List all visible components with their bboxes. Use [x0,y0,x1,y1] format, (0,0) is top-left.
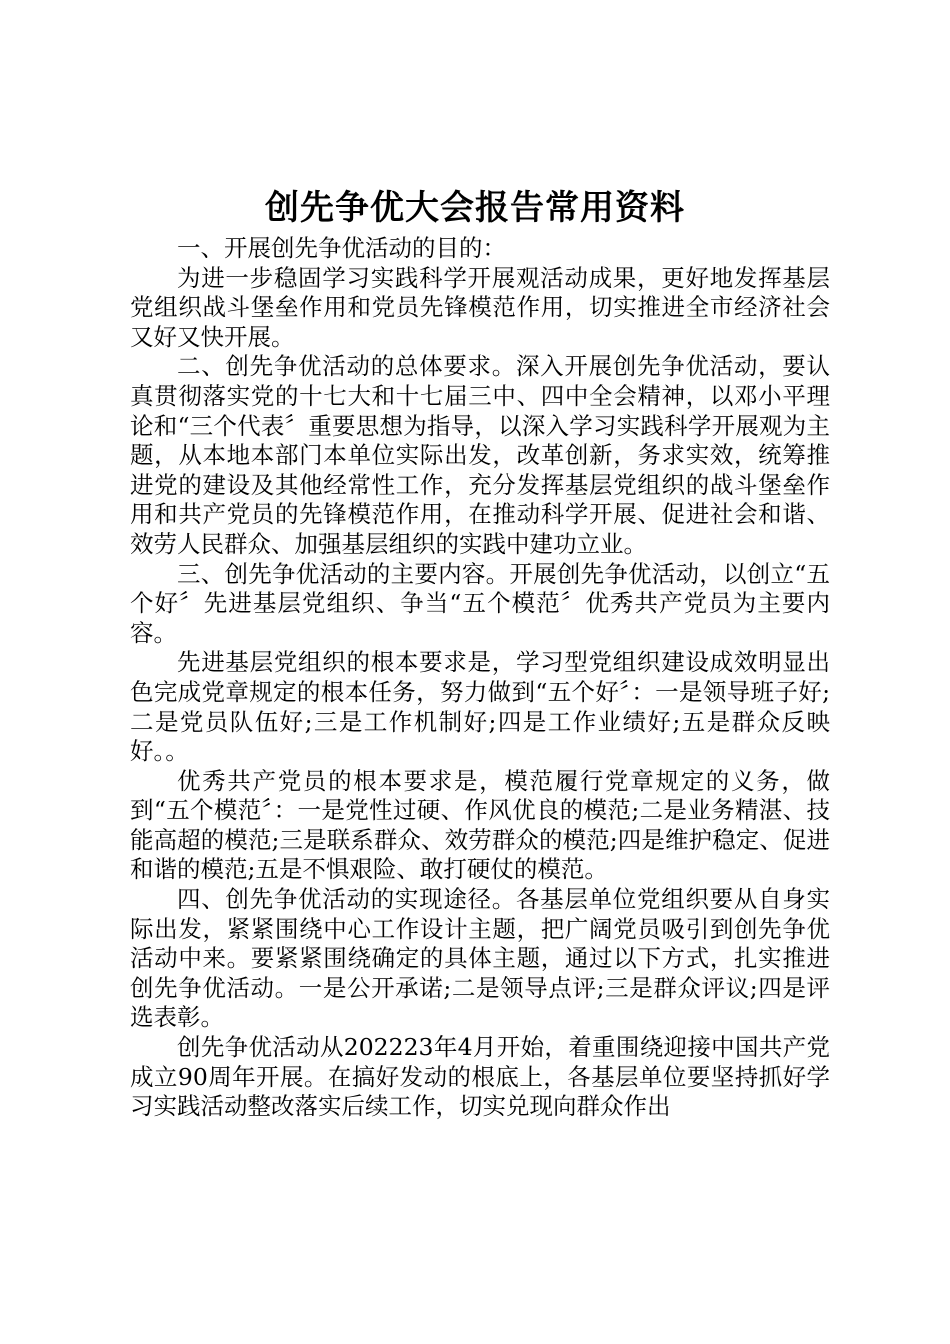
paragraph-overall-requirements: 二、创先争优活动的总体要求。深入开展创先争优活动，要认真贯彻落实党的十七大和十七届三中、四中全会精神，以邓小平理论和“三个代表〞重要思想为指导，以深入学习实践科学开展观为主题，从本地本部门本单位实际出发，改革创新，务求实效，统筹推进党的建设及其他经常性工作，充分发挥基层党组织的战斗堡垒作用和共产党员的先锋模范作用，在推动科学开展、促进社会和谐、效劳人民群众、加强基层组织的实践中建功立业。 [130,352,830,558]
paragraph-excellent-member: 优秀共产党员的根本要求是，模范履行党章规定的义务，做到“五个模范〞：一是党性过硬、作风优良的模范;二是业务精湛、技能高超的模范;三是联系群众、效劳群众的模范;四是维护稳定、促进和谐的模范;五是不惧艰险、敢打硬仗的模范。 [130,766,830,884]
paragraph-main-content: 三、创先争优活动的主要内容。开展创先争优活动，以创立“五个好〞先进基层党组织、争当“五个模范〞优秀共产党员为主要内容。 [130,559,830,647]
paragraph-purpose-heading: 一、开展创先争优活动的目的： [177,234,506,262]
document-body [130,234,830,1122]
document-title: 创先争优大会报告常用资料 [265,188,685,228]
paragraph-purpose: 为进一步稳固学习实践科学开展观活动成果，更好地发挥基层党组织战斗堡垒作用和党员先锋模范作用，切实推进全市经济社会又好又快开展。 [130,263,830,351]
paragraph-timeline: 创先争优活动从202223年4月开始，着重围绕迎接中国共产党成立90周年开展。在搞好发动的根底上，各基层单位要坚持抓好学习实践活动整改落实后续工作，切实兑现向群众作出 [130,1033,830,1121]
paragraph-advanced-organization: 先进基层党组织的根本要求是，学习型党组织建设成效明显出色完成党章规定的根本任务，努力做到“五个好〞：一是领导班子好;二是党员队伍好;三是工作机制好;四是工作业绩好;五是群众反映好。。 [130,648,830,766]
paragraph-implementation: 四、创先争优活动的实现途径。各基层单位党组织要从自身实际出发，紧紧围绕中心工作设计主题，把广阔党员吸引到创先争优活动中来。要紧紧围绕确定的具体主题，通过以下方式，扎实推进创先争优活动。一是公开承诺;二是领导点评;三是群众评议;四是评选表彰。 [130,885,830,1032]
